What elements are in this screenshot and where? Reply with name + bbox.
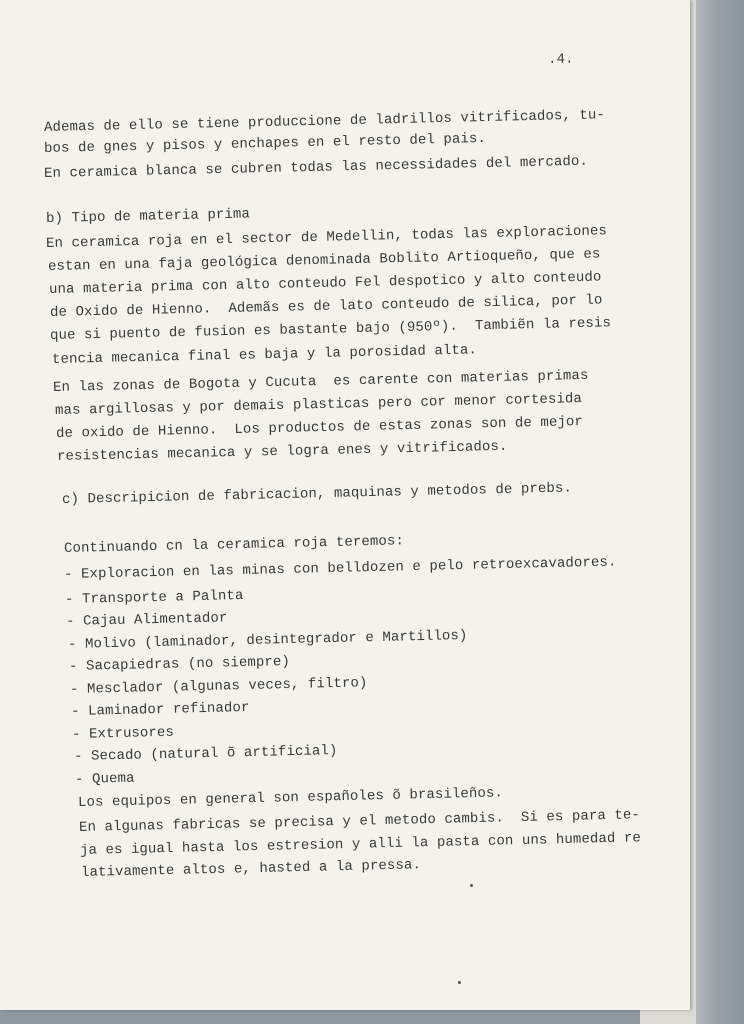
text-line: Los equipos en general son españoles õ brasileños. [77, 785, 504, 811]
list-item: - Quema [74, 770, 135, 788]
text-line: lativamente altos e, hasted a la pressa. [80, 857, 422, 881]
list-item: - Mesclador (algunas veces, filtro) [69, 675, 368, 698]
text-line: que si puento de fusion es bastante bajo (950º). Tambiẽn la resis [49, 315, 612, 344]
text-line: de Oxido de Hienno. Ademãs es de lato conteudo de silica, por lo [49, 292, 603, 321]
page-number: .4. [547, 51, 574, 68]
text-line: En las zonas de Bogota y Cucuta es carente con materias primas [52, 367, 589, 396]
text-line: Continuando cn la ceramica roja teremos: [63, 533, 405, 557]
speck [458, 981, 461, 984]
list-item: - Molivo (laminador, desintegrador e Martillos) [67, 627, 468, 653]
scanner-background [696, 0, 744, 1024]
text-line: bos de gnes y pisos y enchapes en el resto del pais. [43, 130, 487, 157]
text-line: mas argillosas y por demais plasticas pero cor menor cortesida [54, 391, 583, 419]
list-item: - Transporte a Palnta [64, 587, 244, 608]
text-line: estan en una faja geológica denominada Boblito Artioqueño, que es [47, 246, 601, 275]
text-line: de oxido de Hienno. Los productos de estas zonas son de mejor [55, 414, 584, 442]
text-line: una materia prima con alto conteudo Fel despotico y alto conteudo [48, 269, 602, 298]
list-item: - Extrusores [71, 724, 175, 743]
section-heading: b) Tipo de materia prima [45, 206, 251, 227]
text-line: En ceramica roja en el sector de Medellin, todas las exploraciones [45, 223, 608, 252]
list-item: - Cajau Alimentador [65, 610, 228, 630]
text-line: ja es igual hasta los estresion y alli la pasta con uns humedad re [79, 830, 642, 859]
list-item: - Secado (natural õ artificial) [73, 743, 338, 765]
text-line: En algunas fabricas se precisa y el metodo cambis. Si es para te- [78, 807, 641, 836]
text-line: Ademas de ello se tiene produccione de ladrillos vitrificados, tu- [43, 107, 606, 136]
text-line: En ceramica blanca se cubren todas las necessidades del mercado. [43, 153, 589, 182]
list-item: - Sacapiedras (no siempre) [68, 653, 291, 675]
list-item: - Laminador refinador [70, 699, 250, 720]
text-line: tencia mecanica final es baja y la porosidad alta. [51, 342, 478, 368]
speck [470, 884, 473, 887]
section-heading: c) Descripicion de fabricacion, maquinas y metodos de prebs. [61, 480, 573, 508]
text-line: resistencias mecanica y se logra enes y vitrificados. [56, 438, 508, 465]
list-item: - Exploracion en las minas con belldozen e pelo retroexcavadores. [63, 554, 617, 583]
